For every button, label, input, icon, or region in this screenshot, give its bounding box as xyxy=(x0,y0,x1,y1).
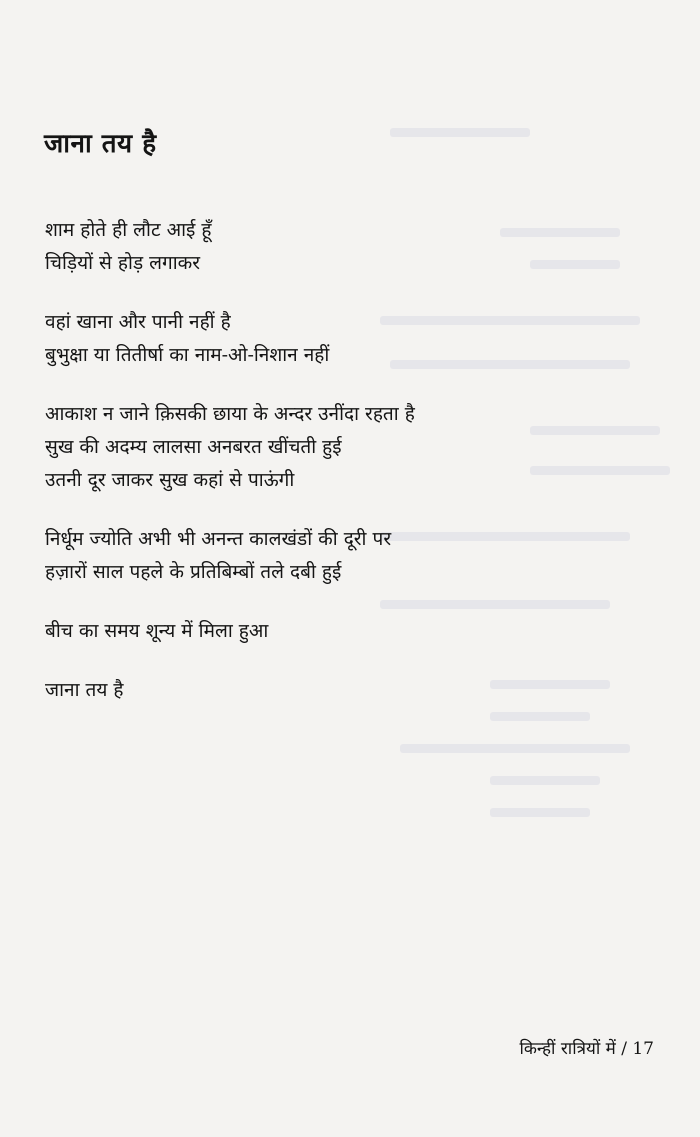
poem-line: बुभुक्षा या तितीर्षा का नाम-ओ-निशान नहीं xyxy=(45,344,330,366)
stanza xyxy=(45,214,505,280)
stanza xyxy=(45,398,505,497)
poem-line: जाना तय है xyxy=(45,679,124,701)
poem-line: उतनी दूर जाकर सुख कहां से पाऊंगी xyxy=(45,469,295,491)
poem-line: चिड़ियों से होड़ लगाकर xyxy=(45,252,201,274)
poem-body xyxy=(45,214,505,733)
poem-line: आकाश न जाने क़िसकी छाया के अन्दर उनींदा रहता है xyxy=(45,403,415,425)
stanza xyxy=(45,674,505,707)
stanza xyxy=(45,523,505,589)
poem-line: वहां खाना और पानी नहीं है xyxy=(45,311,231,333)
stanza xyxy=(45,306,505,372)
poem-line: निर्धूम ज्योति अभी भी अनन्त कालखंडों की दूरी पर xyxy=(45,528,392,550)
poem-line: शाम होते ही लौट आई हूँ xyxy=(45,219,212,241)
poem-title: जाना तय है xyxy=(44,129,157,159)
poem-line: हज़ारों साल पहले के प्रतिबिम्बों तले दबी हुई xyxy=(45,561,342,583)
stanza xyxy=(45,615,505,648)
poem-line: सुख की अदम्य लालसा अनबरत खींचती हुई xyxy=(45,436,342,458)
poem-line: बीच का समय शून्य में मिला हुआ xyxy=(45,620,269,642)
page-footer: किन्हीं रात्रियों में / 17 xyxy=(519,1039,654,1059)
